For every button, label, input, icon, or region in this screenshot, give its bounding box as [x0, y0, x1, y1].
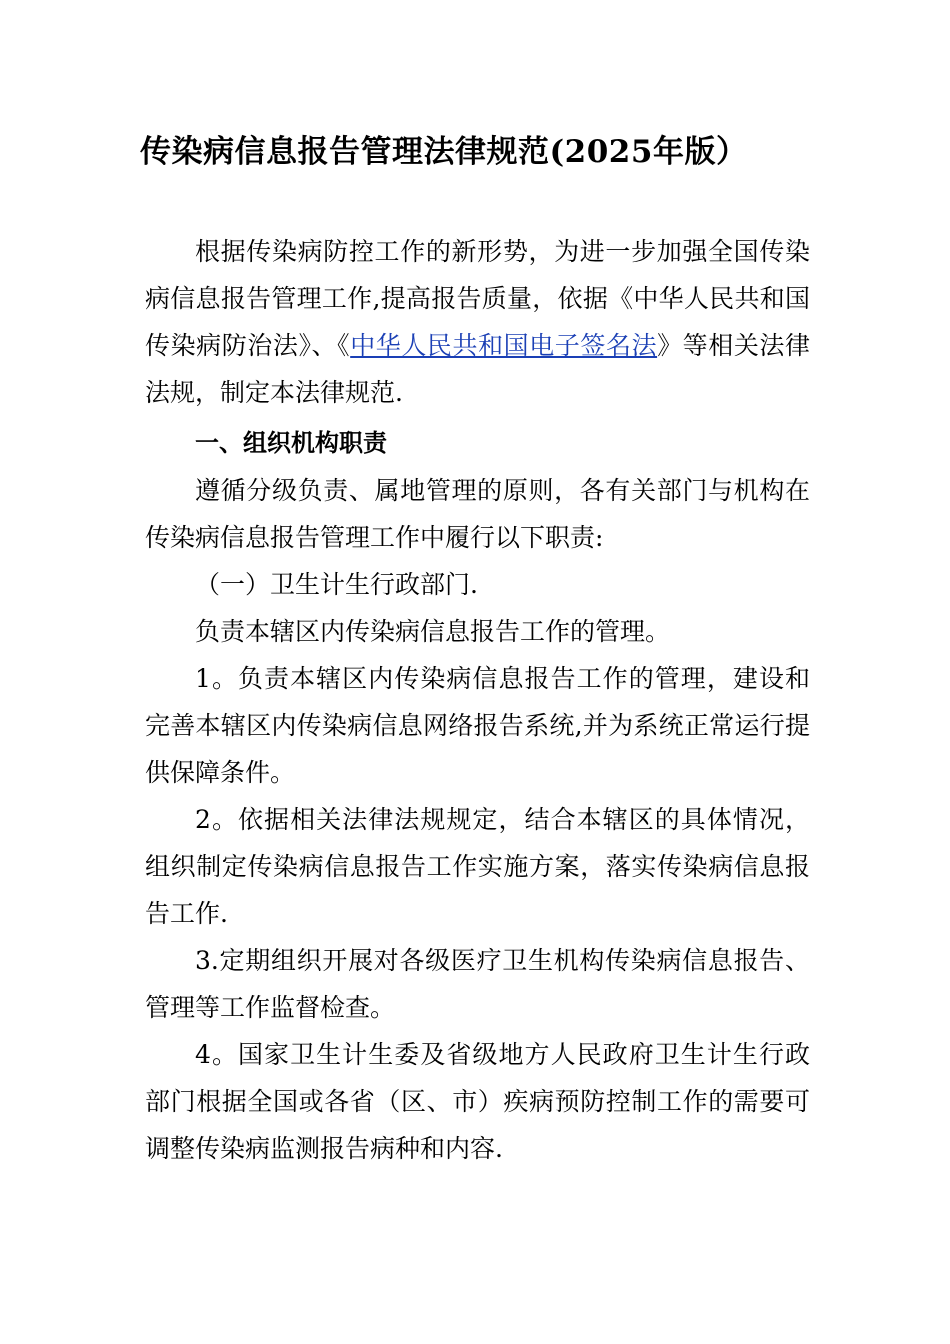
intro-text-before: 根据传染病防控工作的新形势，为进一步加强全国传染病信息报告管理工作,提高报告质量，依据《中华人民共和国传染病防治法》、《 — [145, 237, 810, 360]
document-title: 传染病信息报告管理法律规范(2025年版） — [140, 134, 748, 170]
subsection-heading: （一）卫生计生行政部门. — [195, 570, 478, 599]
duty-item-2: 2。依据相关法律法规规定，结合本辖区的具体情况，组织制定传染病信息报告工作实施方案，落实传染病信息报告工作. — [145, 805, 810, 928]
intro-text-after: 》等相关法律法规，制定本法律规范. — [145, 331, 810, 407]
document-body — [145, 228, 810, 1172]
section-intro-paragraph: 遵循分级负责、属地管理的原则，各有关部门与机构在传染病信息报告管理工作中履行以下职责: — [145, 476, 810, 552]
intro-paragraph — [145, 228, 810, 416]
section-heading: 一、组织机构职责 — [195, 429, 387, 457]
subsection-description: 负责本辖区内传染病信息报告工作的管理。 — [195, 617, 671, 646]
duty-item-4: 4。国家卫生计生委及省级地方人民政府卫生计生行政部门根据全国或各省（区、市）疾病预防控制工作的需要可调整传染病监测报告病种和内容. — [145, 1040, 810, 1163]
duty-item-1: 1。负责本辖区内传染病信息报告工作的管理，建设和完善本辖区内传染病信息网络报告系统,并为系统正常运行提供保障条件。 — [145, 664, 810, 787]
e-signature-law-link[interactable]: 中华人民共和国电子签名法 — [350, 331, 658, 360]
duty-item-3: 3.定期组织开展对各级医疗卫生机构传染病信息报告、管理等工作监督检查。 — [145, 946, 810, 1022]
